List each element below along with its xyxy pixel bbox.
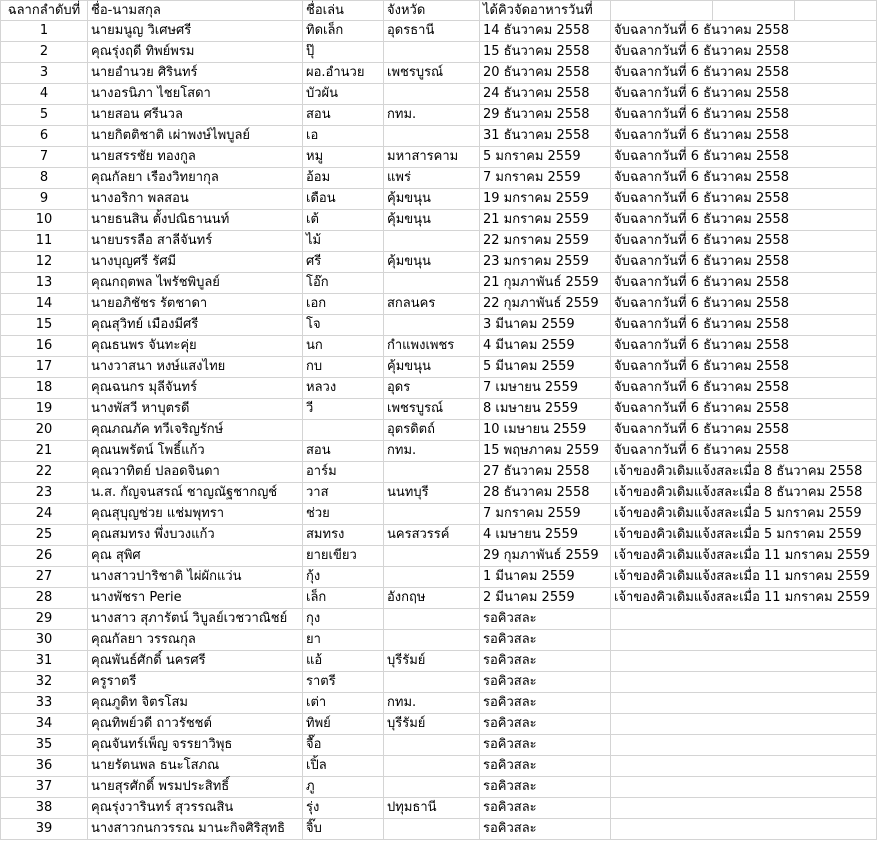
- table-row: [1, 273, 877, 294]
- cell-nickname[interactable]: อาร์ม: [303, 462, 384, 483]
- cell-nickname[interactable]: หลวง: [303, 378, 384, 399]
- cell-queue-date[interactable]: 7 เมษายน 2559: [480, 378, 611, 399]
- cell-draw-number[interactable]: 38: [1, 798, 88, 819]
- table-row: [1, 483, 877, 504]
- cell-full-name[interactable]: นายกิตติชาติ เผ่าพงษ์ไพบูลย์: [88, 126, 303, 147]
- table-row: [1, 630, 877, 651]
- cell-full-name[interactable]: คุณสุวิทย์ เมืองมีศรี: [88, 315, 303, 336]
- cell-draw-number[interactable]: 36: [1, 756, 88, 777]
- cell-draw-number[interactable]: 28: [1, 588, 88, 609]
- cell-full-name[interactable]: นายมนูญ วิเศษศรี: [88, 21, 303, 42]
- cell-note[interactable]: จับฉลากวันที่ 6 ธันวาคม 2558: [611, 231, 877, 252]
- cell-province[interactable]: [384, 42, 480, 63]
- cell-full-name[interactable]: คุณจันทร์เพ็ญ จรรยาวิพุธ: [88, 735, 303, 756]
- cell-draw-number[interactable]: 23: [1, 483, 88, 504]
- cell-province[interactable]: บุรีรัมย์: [384, 714, 480, 735]
- table-row: [1, 336, 877, 357]
- cell-queue-date[interactable]: 31 ธันวาคม 2558: [480, 126, 611, 147]
- cell-full-name[interactable]: นางสาวปาริชาติ ไผ่ผักแว่น: [88, 567, 303, 588]
- cell-full-name[interactable]: นายสรรชัย ทองกูล: [88, 147, 303, 168]
- table-row: [1, 735, 877, 756]
- cell-nickname[interactable]: เอก: [303, 294, 384, 315]
- table-row: [1, 462, 877, 483]
- cell-queue-date[interactable]: รอคิวสละ: [480, 714, 611, 735]
- cell-province[interactable]: นนทบุรี: [384, 483, 480, 504]
- cell-province[interactable]: [384, 672, 480, 693]
- table-row: [1, 546, 877, 567]
- cell-province[interactable]: มหาสารคาม: [384, 147, 480, 168]
- cell-province[interactable]: [384, 315, 480, 336]
- cell-full-name[interactable]: นางสาว สุภารัตน์ วิบูลย์เวชวาณิชย์: [88, 609, 303, 630]
- cell-queue-date[interactable]: 29 ธันวาคม 2558: [480, 105, 611, 126]
- cell-full-name[interactable]: คุณภูดิท จิตรโสม: [88, 693, 303, 714]
- cell-full-name[interactable]: นายธนสิน ตั้งปณิธานนท์: [88, 210, 303, 231]
- cell-nickname[interactable]: เอ: [303, 126, 384, 147]
- cell-draw-number[interactable]: 9: [1, 189, 88, 210]
- table-row: [1, 42, 877, 63]
- cell-note[interactable]: จับฉลากวันที่ 6 ธันวาคม 2558: [611, 21, 877, 42]
- cell-note[interactable]: เจ้าของคิวเดิมแจ้งสละเมื่อ 11 มกราคม 2559: [611, 546, 877, 567]
- cell-queue-date[interactable]: 14 ธันวาคม 2558: [480, 21, 611, 42]
- cell-full-name[interactable]: นายสอน ศรีนวล: [88, 105, 303, 126]
- cell-full-name[interactable]: นายอำนวย ศิรินทร์: [88, 63, 303, 84]
- cell-province[interactable]: [384, 756, 480, 777]
- cell-draw-number[interactable]: 27: [1, 567, 88, 588]
- cell-nickname[interactable]: ภู: [303, 777, 384, 798]
- cell-queue-date[interactable]: 7 มกราคม 2559: [480, 168, 611, 189]
- cell-province[interactable]: แพร่: [384, 168, 480, 189]
- cell-full-name[interactable]: นายสุรศักดิ์ พรมประสิทธิ์: [88, 777, 303, 798]
- cell-note[interactable]: เจ้าของคิวเดิมแจ้งสละเมื่อ 5 มกราคม 2559: [611, 504, 877, 525]
- cell-draw-number[interactable]: 31: [1, 651, 88, 672]
- cell-full-name[interactable]: นายรัตนพล ธนะโสภณ: [88, 756, 303, 777]
- table-row: [1, 798, 877, 819]
- cell-nickname[interactable]: ศรี: [303, 252, 384, 273]
- cell-nickname[interactable]: กบ: [303, 357, 384, 378]
- cell-nickname[interactable]: เดือน: [303, 189, 384, 210]
- table-row: [1, 819, 877, 840]
- table-row: [1, 147, 877, 168]
- table-row: [1, 420, 877, 441]
- cell-note[interactable]: จับฉลากวันที่ 6 ธันวาคม 2558: [611, 336, 877, 357]
- cell-note[interactable]: [611, 630, 877, 651]
- cell-note[interactable]: [611, 609, 877, 630]
- cell-draw-number[interactable]: 2: [1, 42, 88, 63]
- cell-province[interactable]: [384, 735, 480, 756]
- cell-draw-number[interactable]: 17: [1, 357, 88, 378]
- cell-nickname[interactable]: จื๊อ: [303, 735, 384, 756]
- cell-queue-date[interactable]: รอคิวสละ: [480, 630, 611, 651]
- cell-full-name[interactable]: คุณภณภัค ทวีเจริญรักษ์: [88, 420, 303, 441]
- table-row: [1, 63, 877, 84]
- cell-province[interactable]: เพชรบูรณ์: [384, 399, 480, 420]
- cell-draw-number[interactable]: 5: [1, 105, 88, 126]
- cell-note[interactable]: [611, 798, 877, 819]
- cell-draw-number[interactable]: 13: [1, 273, 88, 294]
- cell-queue-date[interactable]: 2 มีนาคม 2559: [480, 588, 611, 609]
- header-cell-empty[interactable]: [795, 1, 877, 21]
- cell-full-name[interactable]: นางวาสนา หงษ์แสงไทย: [88, 357, 303, 378]
- cell-note[interactable]: จับฉลากวันที่ 6 ธันวาคม 2558: [611, 189, 877, 210]
- cell-province[interactable]: [384, 126, 480, 147]
- table-row: [1, 231, 877, 252]
- cell-province[interactable]: [384, 84, 480, 105]
- cell-province[interactable]: สกลนคร: [384, 294, 480, 315]
- cell-note[interactable]: [611, 672, 877, 693]
- table-row: [1, 525, 877, 546]
- header-cell-province[interactable]: จังหวัด: [384, 1, 480, 21]
- cell-draw-number[interactable]: 26: [1, 546, 88, 567]
- cell-full-name[interactable]: นายอภิชัชร รัตชาดา: [88, 294, 303, 315]
- cell-draw-number[interactable]: 12: [1, 252, 88, 273]
- cell-note[interactable]: จับฉลากวันที่ 6 ธันวาคม 2558: [611, 147, 877, 168]
- table-row: [1, 294, 877, 315]
- cell-note[interactable]: จับฉลากวันที่ 6 ธันวาคม 2558: [611, 357, 877, 378]
- cell-province[interactable]: [384, 567, 480, 588]
- cell-note[interactable]: จับฉลากวันที่ 6 ธันวาคม 2558: [611, 126, 877, 147]
- cell-nickname[interactable]: สมทรง: [303, 525, 384, 546]
- table-row: [1, 357, 877, 378]
- cell-queue-date[interactable]: รอคิวสละ: [480, 651, 611, 672]
- cell-note[interactable]: จับฉลากวันที่ 6 ธันวาคม 2558: [611, 84, 877, 105]
- cell-draw-number[interactable]: 33: [1, 693, 88, 714]
- cell-draw-number[interactable]: 34: [1, 714, 88, 735]
- cell-note[interactable]: จับฉลากวันที่ 6 ธันวาคม 2558: [611, 420, 877, 441]
- cell-province[interactable]: คุ้มขนุน: [384, 252, 480, 273]
- cell-full-name[interactable]: คุณกฤตพล ไพรัชพิบูลย์: [88, 273, 303, 294]
- cell-draw-number[interactable]: 39: [1, 819, 88, 840]
- cell-queue-date[interactable]: 5 มีนาคม 2559: [480, 357, 611, 378]
- table-row: [1, 714, 877, 735]
- cell-full-name[interactable]: คุณรุ่งฤดี ทิพย์พรม: [88, 42, 303, 63]
- cell-full-name[interactable]: คุณธนพร จันทะคุ่ย: [88, 336, 303, 357]
- cell-draw-number[interactable]: 11: [1, 231, 88, 252]
- cell-note[interactable]: [611, 735, 877, 756]
- cell-nickname[interactable]: เต้: [303, 210, 384, 231]
- cell-full-name[interactable]: คุณกัลยา เรืองวิทยากุล: [88, 168, 303, 189]
- cell-queue-date[interactable]: 23 มกราคม 2559: [480, 252, 611, 273]
- table-row: [1, 210, 877, 231]
- cell-queue-date[interactable]: 10 เมษายน 2559: [480, 420, 611, 441]
- cell-queue-date[interactable]: 5 มกราคม 2559: [480, 147, 611, 168]
- cell-full-name[interactable]: คุณนพรัตน์ โพธิ์แก้ว: [88, 441, 303, 462]
- cell-draw-number[interactable]: 1: [1, 21, 88, 42]
- cell-province[interactable]: บุรีรัมย์: [384, 651, 480, 672]
- cell-queue-date[interactable]: รอคิวสละ: [480, 777, 611, 798]
- cell-draw-number[interactable]: 16: [1, 336, 88, 357]
- cell-province[interactable]: อุตรดิตถ์: [384, 420, 480, 441]
- cell-nickname[interactable]: หมู: [303, 147, 384, 168]
- cell-queue-date[interactable]: รอคิวสละ: [480, 819, 611, 840]
- cell-draw-number[interactable]: 20: [1, 420, 88, 441]
- cell-province[interactable]: [384, 231, 480, 252]
- cell-queue-date[interactable]: 24 ธันวาคม 2558: [480, 84, 611, 105]
- cell-draw-number[interactable]: 32: [1, 672, 88, 693]
- table-row: [1, 609, 877, 630]
- cell-note[interactable]: จับฉลากวันที่ 6 ธันวาคม 2558: [611, 441, 877, 462]
- header-cell-full-name[interactable]: ชื่อ-นามสกุล: [88, 1, 303, 21]
- cell-queue-date[interactable]: รอคิวสละ: [480, 693, 611, 714]
- cell-full-name[interactable]: คุณกัลยา วรรณกุล: [88, 630, 303, 651]
- cell-province[interactable]: อุดรธานี: [384, 21, 480, 42]
- cell-full-name[interactable]: น.ส. กัญจนสรณ์ ชาญณัฐชากญช์: [88, 483, 303, 504]
- cell-nickname[interactable]: จิ๊บ: [303, 819, 384, 840]
- cell-draw-number[interactable]: 21: [1, 441, 88, 462]
- cell-province[interactable]: เพชรบูรณ์: [384, 63, 480, 84]
- header-cell-empty[interactable]: [713, 1, 795, 21]
- cell-draw-number[interactable]: 14: [1, 294, 88, 315]
- cell-queue-date[interactable]: 21 มกราคม 2559: [480, 210, 611, 231]
- table-row: [1, 378, 877, 399]
- cell-queue-date[interactable]: 4 มีนาคม 2559: [480, 336, 611, 357]
- cell-queue-date[interactable]: รอคิวสละ: [480, 798, 611, 819]
- table-row: [1, 168, 877, 189]
- cell-queue-date[interactable]: 15 ธันวาคม 2558: [480, 42, 611, 63]
- cell-note[interactable]: จับฉลากวันที่ 6 ธันวาคม 2558: [611, 294, 877, 315]
- cell-draw-number[interactable]: 4: [1, 84, 88, 105]
- cell-note[interactable]: เจ้าของคิวเดิมแจ้งสละเมื่อ 11 มกราคม 2559: [611, 588, 877, 609]
- cell-queue-date[interactable]: รอคิวสละ: [480, 735, 611, 756]
- cell-full-name[interactable]: คุณทิพย์วดี ถาวรัชชต์: [88, 714, 303, 735]
- cell-queue-date[interactable]: รอคิวสละ: [480, 756, 611, 777]
- cell-province[interactable]: กทม.: [384, 441, 480, 462]
- cell-draw-number[interactable]: 24: [1, 504, 88, 525]
- cell-nickname[interactable]: ผอ.อำนวย: [303, 63, 384, 84]
- cell-note[interactable]: เจ้าของคิวเดิมแจ้งสละเมื่อ 8 ธันวาคม 2558: [611, 462, 877, 483]
- cell-note[interactable]: เจ้าของคิวเดิมแจ้งสละเมื่อ 11 มกราคม 2559: [611, 567, 877, 588]
- cell-note[interactable]: จับฉลากวันที่ 6 ธันวาคม 2558: [611, 42, 877, 63]
- cell-province[interactable]: [384, 630, 480, 651]
- table-row: [1, 84, 877, 105]
- cell-province[interactable]: [384, 504, 480, 525]
- table-row: [1, 441, 877, 462]
- cell-queue-date[interactable]: 19 มกราคม 2559: [480, 189, 611, 210]
- cell-draw-number[interactable]: 3: [1, 63, 88, 84]
- cell-nickname[interactable]: ช่วย: [303, 504, 384, 525]
- cell-nickname[interactable]: สอน: [303, 105, 384, 126]
- cell-queue-date[interactable]: 3 มีนาคม 2559: [480, 315, 611, 336]
- cell-full-name[interactable]: นางสาวกนกวรรณ มานะกิจศิริสุทธิ: [88, 819, 303, 840]
- cell-note[interactable]: เจ้าของคิวเดิมแจ้งสละเมื่อ 8 ธันวาคม 2558: [611, 483, 877, 504]
- cell-nickname[interactable]: ทิพย์: [303, 714, 384, 735]
- cell-note[interactable]: จับฉลากวันที่ 6 ธันวาคม 2558: [611, 210, 877, 231]
- cell-draw-number[interactable]: 6: [1, 126, 88, 147]
- cell-nickname[interactable]: อ้อม: [303, 168, 384, 189]
- cell-nickname[interactable]: เล็ก: [303, 588, 384, 609]
- cell-full-name[interactable]: นางพัสวี หาบุตรดี: [88, 399, 303, 420]
- cell-draw-number[interactable]: 19: [1, 399, 88, 420]
- cell-nickname[interactable]: เต่า: [303, 693, 384, 714]
- cell-note[interactable]: [611, 777, 877, 798]
- cell-nickname[interactable]: กุ้ง: [303, 567, 384, 588]
- cell-province[interactable]: ปทุมธานี: [384, 798, 480, 819]
- cell-note[interactable]: [611, 714, 877, 735]
- cell-province[interactable]: คุ้มขนุน: [384, 210, 480, 231]
- header-cell-draw-number[interactable]: ฉลากลำดับที่: [1, 1, 88, 21]
- cell-note[interactable]: จับฉลากวันที่ 6 ธันวาคม 2558: [611, 273, 877, 294]
- cell-queue-date[interactable]: 28 ธันวาคม 2558: [480, 483, 611, 504]
- table-row: [1, 756, 877, 777]
- cell-queue-date[interactable]: 27 ธันวาคม 2558: [480, 462, 611, 483]
- cell-nickname[interactable]: สอน: [303, 441, 384, 462]
- table-row: [1, 504, 877, 525]
- cell-province[interactable]: [384, 777, 480, 798]
- table-row: [1, 672, 877, 693]
- cell-full-name[interactable]: นางพัชรา Perie: [88, 588, 303, 609]
- cell-nickname[interactable]: [303, 420, 384, 441]
- cell-queue-date[interactable]: 1 มีนาคม 2559: [480, 567, 611, 588]
- cell-draw-number[interactable]: 29: [1, 609, 88, 630]
- cell-full-name[interactable]: คุณพันธ์ศักดิ์ นครศรี: [88, 651, 303, 672]
- cell-nickname[interactable]: กุง: [303, 609, 384, 630]
- cell-nickname[interactable]: โจ: [303, 315, 384, 336]
- table-row: [1, 252, 877, 273]
- cell-province[interactable]: คุ้มขนุน: [384, 189, 480, 210]
- cell-note[interactable]: จับฉลากวันที่ 6 ธันวาคม 2558: [611, 399, 877, 420]
- cell-queue-date[interactable]: 22 กุมภาพันธ์ 2559: [480, 294, 611, 315]
- cell-note[interactable]: จับฉลากวันที่ 6 ธันวาคม 2558: [611, 315, 877, 336]
- table-row: [1, 399, 877, 420]
- cell-queue-date[interactable]: 22 มกราคม 2559: [480, 231, 611, 252]
- cell-note[interactable]: [611, 819, 877, 840]
- cell-queue-date[interactable]: 15 พฤษภาคม 2559: [480, 441, 611, 462]
- cell-province[interactable]: นครสวรรค์: [384, 525, 480, 546]
- cell-note[interactable]: จับฉลากวันที่ 6 ธันวาคม 2558: [611, 252, 877, 273]
- table-row: [1, 588, 877, 609]
- cell-note[interactable]: จับฉลากวันที่ 6 ธันวาคม 2558: [611, 63, 877, 84]
- cell-full-name[interactable]: คุณสมทรง พึ่งบวงแก้ว: [88, 525, 303, 546]
- cell-draw-number[interactable]: 35: [1, 735, 88, 756]
- cell-nickname[interactable]: ทิดเล็ก: [303, 21, 384, 42]
- cell-full-name[interactable]: คุณฉนกร มุลีจันทร์: [88, 378, 303, 399]
- cell-full-name[interactable]: คุณวาทิตย์ ปลอดจินดา: [88, 462, 303, 483]
- cell-draw-number[interactable]: 10: [1, 210, 88, 231]
- cell-note[interactable]: [611, 651, 877, 672]
- cell-nickname[interactable]: เปิ้ล: [303, 756, 384, 777]
- cell-queue-date[interactable]: รอคิวสละ: [480, 672, 611, 693]
- cell-draw-number[interactable]: 18: [1, 378, 88, 399]
- cell-province[interactable]: [384, 273, 480, 294]
- cell-queue-date[interactable]: 21 กุมภาพันธ์ 2559: [480, 273, 611, 294]
- cell-nickname[interactable]: ยา: [303, 630, 384, 651]
- cell-nickname[interactable]: ราตรี: [303, 672, 384, 693]
- cell-draw-number[interactable]: 25: [1, 525, 88, 546]
- cell-queue-date[interactable]: 20 ธันวาคม 2558: [480, 63, 611, 84]
- header-cell-nickname[interactable]: ชื่อเล่น: [303, 1, 384, 21]
- cell-nickname[interactable]: แอ้: [303, 651, 384, 672]
- cell-draw-number[interactable]: 15: [1, 315, 88, 336]
- cell-note[interactable]: จับฉลากวันที่ 6 ธันวาคม 2558: [611, 168, 877, 189]
- cell-nickname[interactable]: โอ๊ก: [303, 273, 384, 294]
- cell-note[interactable]: [611, 693, 877, 714]
- cell-province[interactable]: กทม.: [384, 693, 480, 714]
- cell-full-name[interactable]: คุณ สุพิศ: [88, 546, 303, 567]
- cell-note[interactable]: [611, 756, 877, 777]
- table-row: [1, 693, 877, 714]
- cell-province[interactable]: [384, 546, 480, 567]
- cell-queue-date[interactable]: 7 มกราคม 2559: [480, 504, 611, 525]
- cell-province[interactable]: คุ้มขนุน: [384, 357, 480, 378]
- cell-nickname[interactable]: บัวผัน: [303, 84, 384, 105]
- cell-note[interactable]: จับฉลากวันที่ 6 ธันวาคม 2558: [611, 378, 877, 399]
- cell-nickname[interactable]: ยายเขียว: [303, 546, 384, 567]
- cell-queue-date[interactable]: 8 เมษายน 2559: [480, 399, 611, 420]
- cell-queue-date[interactable]: 29 กุมภาพันธ์ 2559: [480, 546, 611, 567]
- cell-nickname[interactable]: รุ่ง: [303, 798, 384, 819]
- cell-draw-number[interactable]: 7: [1, 147, 88, 168]
- cell-nickname[interactable]: วาส: [303, 483, 384, 504]
- table-row: [1, 126, 877, 147]
- cell-queue-date[interactable]: 4 เมษายน 2559: [480, 525, 611, 546]
- table-row: [1, 315, 877, 336]
- cell-full-name[interactable]: นางอริกา พลสอน: [88, 189, 303, 210]
- cell-draw-number[interactable]: 30: [1, 630, 88, 651]
- cell-full-name[interactable]: คุณรุ่งวารินทร์ สุวรรณสิน: [88, 798, 303, 819]
- cell-draw-number[interactable]: 8: [1, 168, 88, 189]
- header-row: [1, 1, 877, 21]
- cell-full-name[interactable]: ครูราตรี: [88, 672, 303, 693]
- table-row: [1, 567, 877, 588]
- cell-full-name[interactable]: นางบุญศรี รัศมี: [88, 252, 303, 273]
- cell-full-name[interactable]: นางอรนิภา ไชยโสดา: [88, 84, 303, 105]
- header-cell-note[interactable]: [611, 1, 713, 21]
- cell-note[interactable]: จับฉลากวันที่ 6 ธันวาคม 2558: [611, 105, 877, 126]
- table-row: [1, 777, 877, 798]
- cell-province[interactable]: อังกฤษ: [384, 588, 480, 609]
- cell-province[interactable]: กำแพงเพชร: [384, 336, 480, 357]
- table-row: [1, 105, 877, 126]
- cell-queue-date[interactable]: รอคิวสละ: [480, 609, 611, 630]
- cell-nickname[interactable]: นก: [303, 336, 384, 357]
- cell-nickname[interactable]: ปุ๊: [303, 42, 384, 63]
- cell-province[interactable]: [384, 819, 480, 840]
- cell-full-name[interactable]: นายบรรลือ สาลีจันทร์: [88, 231, 303, 252]
- cell-full-name[interactable]: คุณสุบุญช่วย แช่มพุทรา: [88, 504, 303, 525]
- cell-province[interactable]: อุดร: [384, 378, 480, 399]
- cell-province[interactable]: [384, 462, 480, 483]
- table-row: [1, 21, 877, 42]
- header-cell-queue-date[interactable]: ได้คิวจัดอาหารวันที่: [480, 1, 611, 21]
- cell-province[interactable]: [384, 609, 480, 630]
- cell-nickname[interactable]: ไม้: [303, 231, 384, 252]
- table-row: [1, 189, 877, 210]
- cell-nickname[interactable]: วี: [303, 399, 384, 420]
- cell-note[interactable]: เจ้าของคิวเดิมแจ้งสละเมื่อ 5 มกราคม 2559: [611, 525, 877, 546]
- cell-draw-number[interactable]: 37: [1, 777, 88, 798]
- cell-draw-number[interactable]: 22: [1, 462, 88, 483]
- cell-province[interactable]: กทม.: [384, 105, 480, 126]
- table-row: [1, 651, 877, 672]
